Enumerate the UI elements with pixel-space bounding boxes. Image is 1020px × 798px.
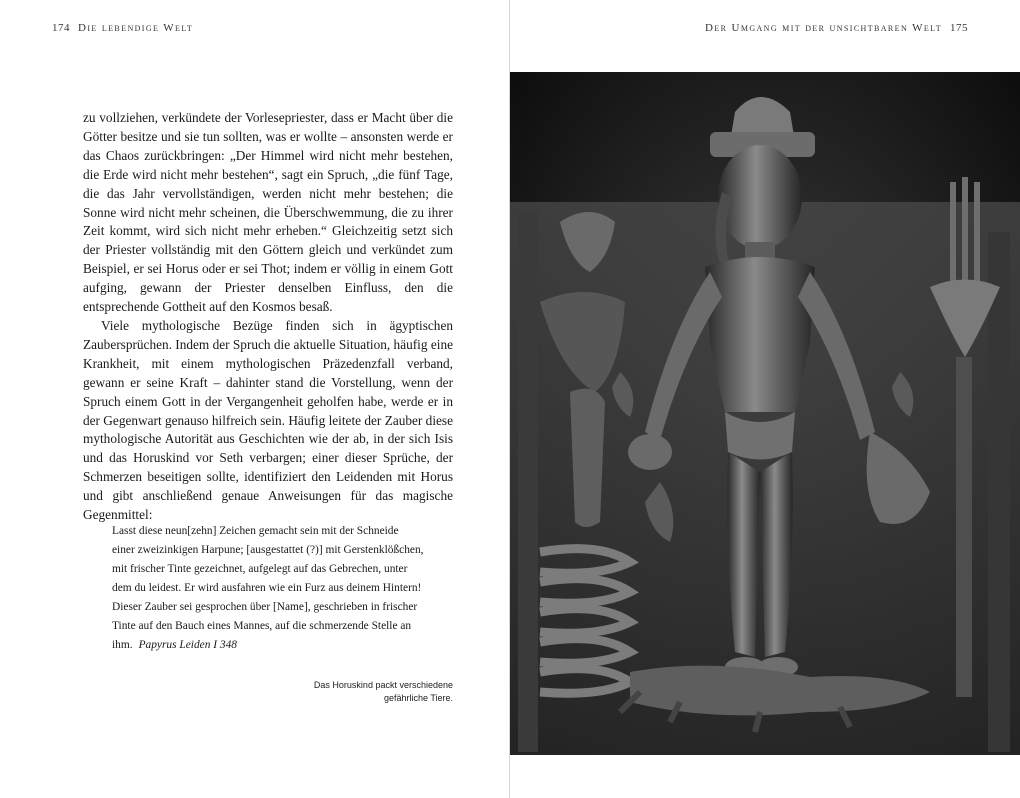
right-page <box>510 0 1020 798</box>
figure-caption: Das Horuskind packt verschiedene gefährliche Tiere. <box>313 680 453 703</box>
left-running-title: Die lebendige Welt <box>78 22 194 34</box>
left-border-column <box>518 212 538 752</box>
quote-text: Lasst diese neun[zehn] Zeichen gemacht sein mit der Schneide einer zweizinkigen Harpune; [ausgestattet (?)] mit Gerstenklößchen, mit frischer Tinte gezeichnet, aufgelegt auf das Gebrechen, unter dem du leidest. Er wird ausfahren wie ein Furz aus deinem Hintern! Dieser Zauber sei gesprochen über [Name], geschrieben in frischer Tinte auf den Bauch eines Mannes, auf die schmerzende Stelle an ihm. <box>112 525 424 651</box>
paragraph: zu vollziehen, verkündete der Vorlesepriester, dass er Macht über die Götter besitze und sie tun sollten, was er wollte – ansonsten werde er das Chaos zurückbringen: „Der Himmel wird nicht mehr bestehen, die Erde wird nicht mehr bestehen“, sagt ein Spruch, „die fünf Tage, die das Jahr vervollständigen, werden nicht mehr bestehen; die Sonne wird nicht mehr scheinen, die Überschwemmung, die zu ihrer Zeit kommt, wird sich nicht mehr erheben.“ Gleichzeitig setzt sich der Priester vollständig mit den Göttern gleich und verkündet zum Beispiel, er sei Horus oder er sei Thot; indem er völlig in einem Gott aufging, gewann der Priester denselben Einfluss, den die entsprechende Gottheit auf den Kosmos besaß. <box>83 110 453 315</box>
right-running-head <box>705 22 968 34</box>
left-page <box>0 0 509 798</box>
relief-photo-icon <box>510 72 1020 755</box>
right-page-number: 175 <box>950 22 968 34</box>
right-running-title: Der Umgang mit der unsichtbaren Welt <box>704 22 942 34</box>
right-border-column <box>988 232 1010 752</box>
left-running-head <box>52 22 193 34</box>
left-page-number: 174 <box>52 22 70 34</box>
quote-source: Papyrus Leiden I 348 <box>138 639 237 651</box>
block-quote <box>112 522 424 655</box>
paragraph: Viele mythologische Bezüge finden sich in ägyptischen Zaubersprüchen. Indem der Spruch die aktuelle Situation, häufig eine Krankheit, mit einem mythologischen Präzedenzfall verband, gewann er seine Kraft – dahinter stand die Vorstellung, wenn der Spruch einem Gott in der Vergangenheit geholfen habe, werde er in der Gegenwart genauso hilfreich sein. Häufig leitete der Zauber diese mythologische Autorität aus Geschichten wie der ab, in der sich Isis und das Horuskind vor Seth verbargen; einer dieser Sprüche, der Schmerzen beseitigen sollte, identifiziert den Leidenden mit Horus und gibt anschließend genaue Anweisungen für das magische Gegenmittel: <box>83 317 453 523</box>
main-body-text <box>83 109 453 525</box>
